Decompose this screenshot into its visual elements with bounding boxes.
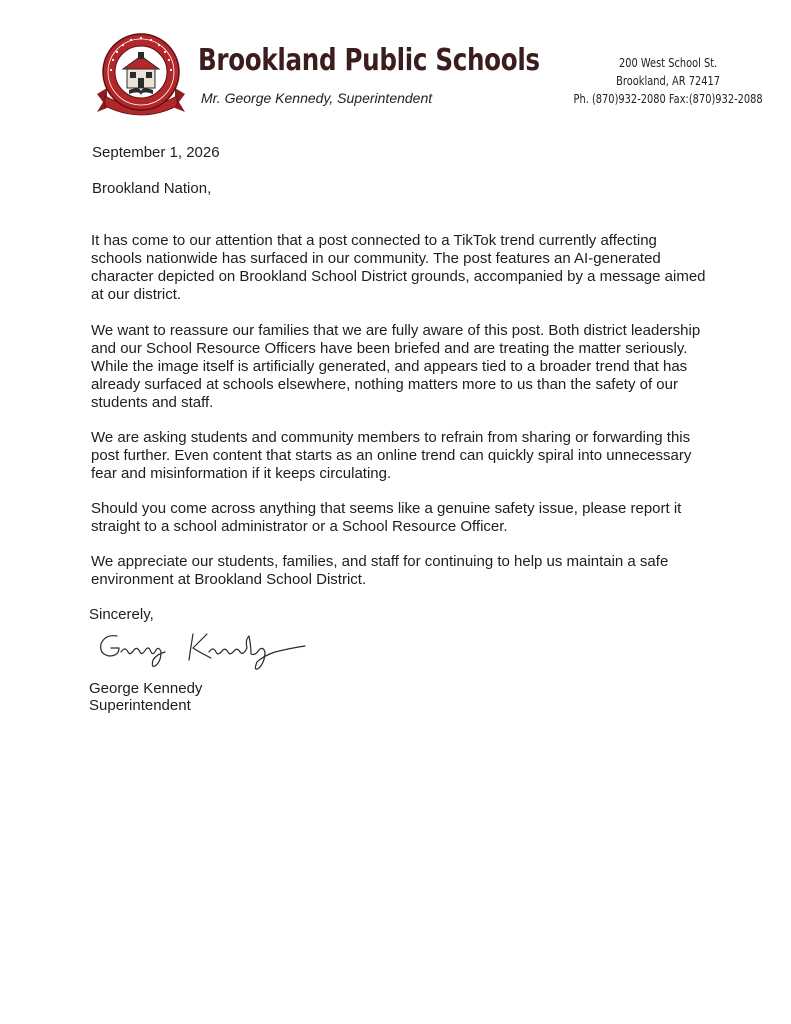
superintendent-line: Mr. George Kennedy, Superintendent: [201, 90, 433, 106]
signer-title: Superintendent: [89, 697, 191, 714]
paragraph-1: It has come to our attention that a post connected to a TikTok trend currently affecting schools nationwide has surfaced in our community. The post features an AI-generated character depicted on Brookland School District grounds, accompanied by a message aimed at our district.: [91, 232, 706, 303]
handwritten-signature: [95, 626, 325, 674]
letter-date: September 1, 2026: [92, 144, 220, 161]
paragraph-2: We want to reassure our families that we are fully aware of this post. Both district leadership and our School Resource Officers have been briefed and are treating the matter seriously. While the image itself is artificially generated, and appears tied to a broader trend that has already surfaced at schools elsewhere, nothing matters more to us than the safety of our students and staff.: [91, 322, 701, 411]
contact-block: [574, 54, 763, 108]
salutation: Brookland Nation,: [92, 180, 212, 197]
signer-name: George Kennedy: [89, 680, 203, 697]
address-line-2: Brookland, AR 72417: [616, 74, 721, 88]
school-name: Brookland Public Schools: [198, 43, 540, 78]
phone-fax: Ph. (870)932-2080 Fax:(870)932-2088: [573, 92, 763, 106]
paragraph-4: Should you come across anything that seems like a genuine safety issue, please report it straight to a school administrator or a School Resource Officer.: [91, 500, 682, 535]
paragraph-3: We are asking students and community members to refrain from sharing or forwarding this post further. Even content that starts as an online trend can quickly spiral into unnecessary fear and misinformation if it keeps circulating.: [91, 429, 692, 482]
paragraph-5: We appreciate our students, families, and staff for continuing to help us maintain a safe environment at Brookland School District.: [91, 553, 669, 588]
school-seal-logo: [93, 30, 189, 118]
address-line-1: 200 West School St.: [619, 56, 718, 70]
closing: Sincerely,: [89, 606, 154, 623]
